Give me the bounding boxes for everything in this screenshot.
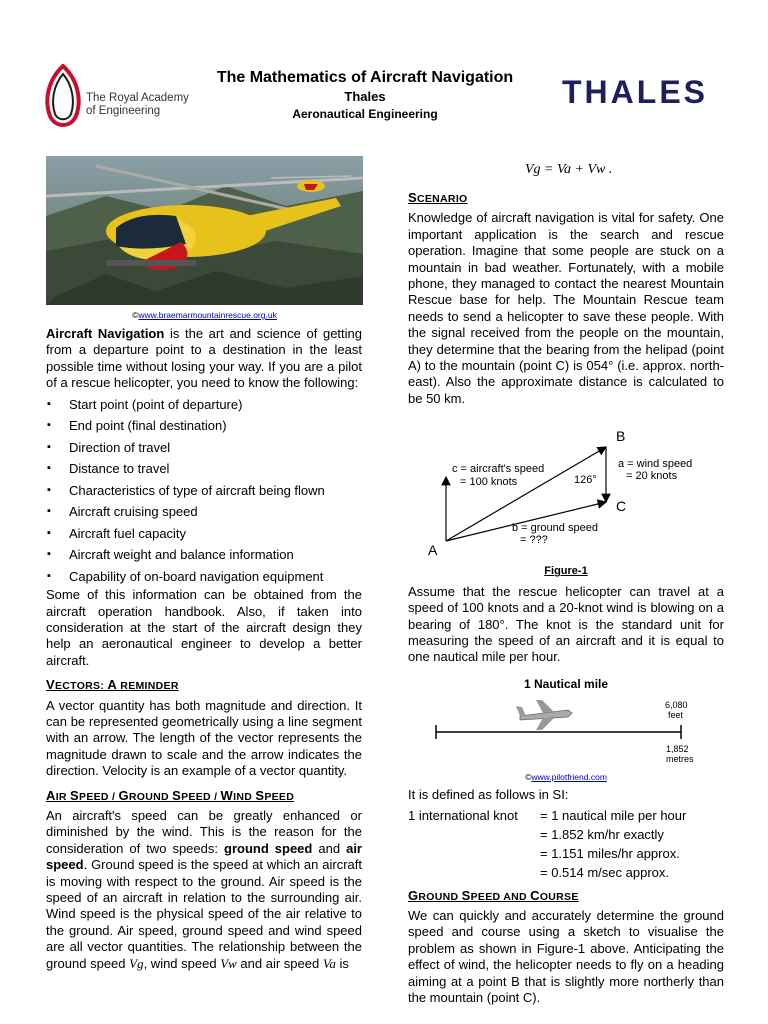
list-item: ▪ Characteristics of type of aircraft being flown — [46, 480, 362, 502]
nautical-mile-title: 1 Nautical mile — [524, 676, 609, 691]
scenario-paragraph: Knowledge of aircraft navigation is vital for safety. One important application is the search and rescue operation. Imagine that some people are stuck on a mountain in bad weather. Fortunately, with a mobile phone, they managed to contact the nearest Mountain Rescue base for help. The Mountain Rescue team needs to send a helicopter to save these people. With the signal received from the people on the mountain, they determine that the bearing from the helipad (point A) to the mountain (point C) is 054° (i.e. approx. north-east). Also the approximate distance is calculated to be 50 km. — [408, 210, 724, 406]
airplane-icon — [516, 700, 572, 730]
page-subtitle: Thales — [344, 89, 386, 104]
list-item: ▪ Aircraft weight and balance information — [46, 544, 362, 566]
metres-value: 1,852 — [666, 743, 689, 754]
knot-label: 1 international knot — [408, 807, 518, 823]
list-item: ▪ Distance to travel — [46, 458, 362, 480]
knot-value: = 1.151 miles/hr approx. — [540, 845, 680, 861]
knowledge-list — [46, 394, 362, 588]
nautical-mile-diagram — [408, 676, 724, 766]
list-item: ▪ Aircraft cruising speed — [46, 501, 362, 523]
department-label: Aeronautical Engineering — [292, 107, 438, 121]
point-b-label: B — [616, 428, 626, 445]
thales-logo: THALES — [562, 74, 708, 110]
right-column — [408, 190, 724, 1008]
knot-value: = 1 nautical mile per hour — [540, 807, 687, 823]
section-heading-speeds: AIR SPEED / GROUND SPEED / WIND SPEED — [46, 787, 295, 803]
section-heading-scenario: SCENARIO — [408, 190, 468, 205]
handbook-paragraph: Some of this information can be obtained from the aircraft operation handbook. Also, if taken into consideration at the start of the aircraft design they help an aeronautical engineer to develop a better aircraft. — [46, 587, 362, 668]
list-item: ▪ Aircraft fuel capacity — [46, 523, 362, 545]
point-c-label: C — [616, 498, 627, 515]
flame-logo-icon — [44, 64, 82, 130]
label-b-line1: b = ground speed — [512, 522, 598, 535]
intro-paragraph: Aircraft Navigation is the art and science of getting from a departure point to a destination in the least possible time without losing your way. If you are a pilot of a rescue helicopter, you need to know the following: — [46, 326, 362, 391]
label-c-line2: = 100 knots — [460, 476, 518, 489]
point-a-label: A — [428, 542, 438, 558]
figure-caption: Figure-1 — [544, 565, 588, 578]
knot-value: = 1.852 km/hr exactly — [540, 826, 664, 842]
photo-credit-link[interactable]: www.braemarmountainrescue.org.uk — [138, 310, 277, 320]
metres-unit: metres — [666, 753, 694, 764]
list-item: ▪ Capability of on-board navigation equipment — [46, 566, 362, 588]
vector-triangle-diagram — [408, 417, 724, 557]
page-title: The Mathematics of Aircraft Navigation — [216, 69, 514, 86]
label-a-line2: = 20 knots — [626, 470, 678, 483]
helicopter-photo — [46, 156, 363, 305]
speeds-paragraph: An aircraft's speed can be greatly enhanced or diminished by the wind. This is the reason for the consideration of two speeds: ground speed and air speed. Ground speed is the speed at which an aircraft is moving with respect to the ground. Air speed is the speed of an aircraft in relation to the surrounding air. Wind speed is the physical speed of the air relative to the ground. Air speed, ground speed and wind speed are all vector quantities. The relationship between the ground speed Vg, wind speed Vw and air speed Va is — [46, 808, 362, 971]
ground-course-paragraph: We can quickly and accurately determine the ground speed and course using a sketch to visualise the problem as shown in Figure-1 above. Anticipating the effect of wind, the helicopter needs to fly on a heading aiming at a point B that is slightly more northerly than the mountain (point C). — [408, 907, 724, 1005]
section-heading-vectors: VECTORS: A REMINDER — [46, 677, 179, 693]
org-name: The Royal Academy of Engineering — [86, 92, 189, 117]
royal-academy-logo — [44, 64, 194, 130]
knot-value: = 0.514 m/sec approx. — [540, 864, 669, 880]
velocity-formula: Vg = Va + Vw . — [525, 162, 613, 177]
list-item: ▪ Start point (point of departure) — [46, 394, 362, 416]
label-a-line1: a = wind speed — [618, 458, 693, 471]
knot-paragraph: Assume that the rescue helicopter can travel at a speed of 100 knots and a 20-knot wind is blowing on a bearing of 180°. The knot is the standard unit for measuring the speed of an aircraft and it is equal to one nautical mile per hour. — [408, 583, 724, 665]
label-b-line2: = ??? — [520, 534, 548, 547]
photo-credit: ©www.braemarmountainrescue.org.uk — [132, 310, 277, 320]
vectors-paragraph: A vector quantity has both magnitude and direction. It can be represented geometrically using a line segment with an arrow. The length of the vector represents the magnitude drawn to scale and the arrow indicates the direction. Velocity is an example of a vector quantity. — [46, 697, 362, 779]
knot-definition-table — [408, 806, 686, 882]
section-heading-ground-course: GROUND SPEED AND COURSE — [408, 887, 579, 903]
si-intro: It is defined as follows in SI: — [408, 787, 569, 803]
image-credit: ©www.pilotfriend.com — [525, 771, 607, 782]
header-center — [190, 68, 540, 122]
feet-unit: feet — [668, 709, 684, 720]
image-credit-link[interactable]: www.pilotfriend.com — [531, 771, 607, 782]
angle-label: 126° — [574, 474, 597, 487]
list-item: ▪ End point (final destination) — [46, 415, 362, 437]
feet-value: 6,080 — [665, 699, 688, 710]
left-column — [46, 326, 362, 974]
label-c-line1: c = aircraft's speed — [452, 463, 545, 476]
list-item: ▪ Direction of travel — [46, 437, 362, 459]
